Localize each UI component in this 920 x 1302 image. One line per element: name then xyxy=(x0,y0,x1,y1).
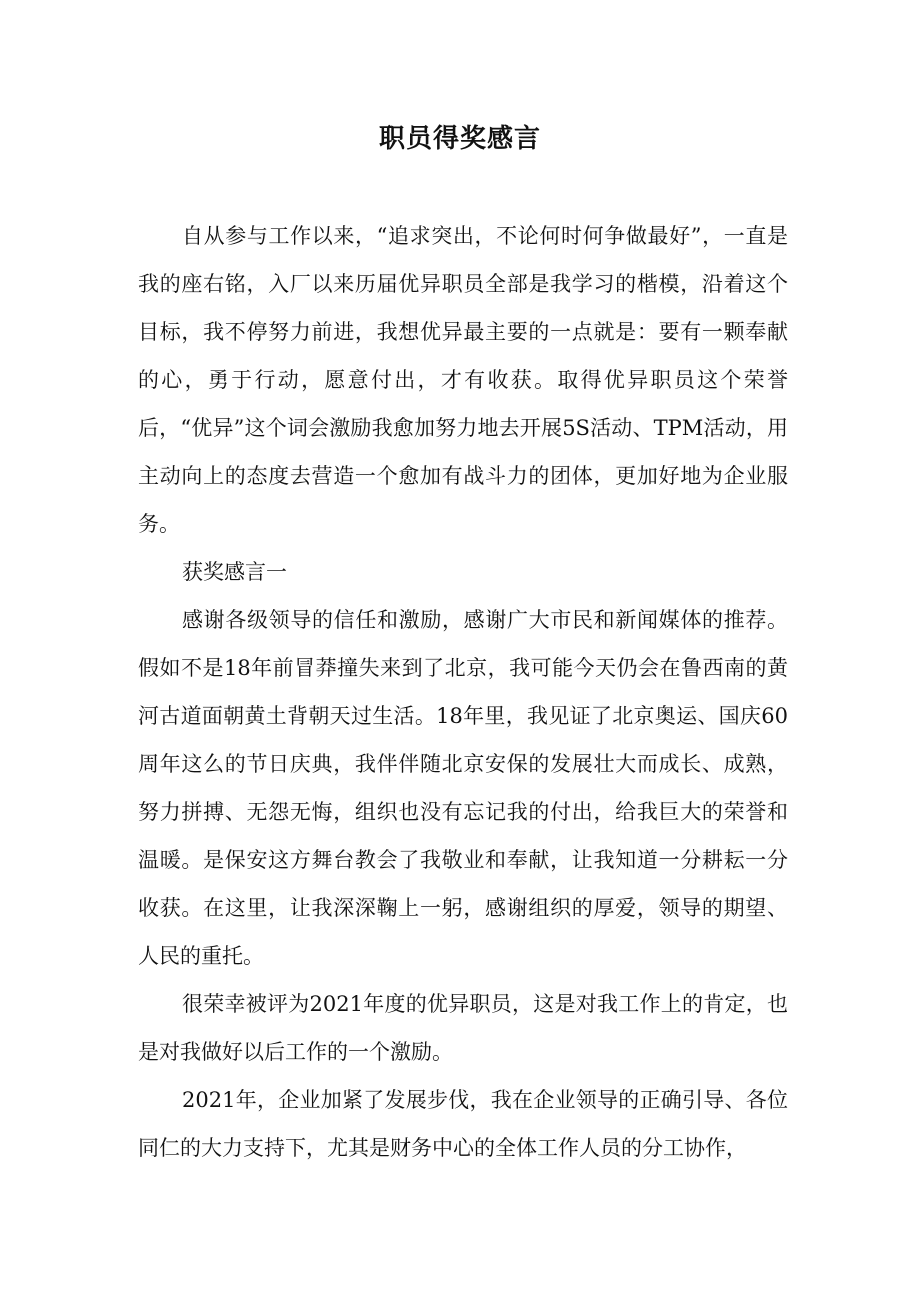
paragraph-thanks: 感谢各级领导的信任和激励，感谢广大市民和新闻媒体的推荐。假如不是18年前冒莽撞失来到了北京，我可能今天仍会在鲁西南的黄河古道面朝黄土背朝天过生活。18年里，我见证了北京奥运、国庆60周年这么的节日庆典，我伴伴随北京安保的发展壮大而成长、成熟，努力拼搏、无怨无悔，组织也没有忘记我的付出，给我巨大的荣誉和温暖。是保安这方舞台教会了我敬业和奉献，让我知道一分耕耘一分收获。在这里，让我深深鞠上一躬，感谢组织的厚爱，领导的期望、人民的重托。 xyxy=(138,608,788,968)
paragraph-honor: 很荣幸被评为2021年度的优异职员，这是对我工作上的肯定，也是对我做好以后工作的一个激励。 xyxy=(138,992,788,1064)
document-body xyxy=(138,212,788,1172)
paragraph-year-review: 2021年，企业加紧了发展步伐，我在企业领导的正确引导、各位同仁的大力支持下，尤其是财务中心的全体工作人员的分工协作， xyxy=(138,1088,788,1160)
paragraph-intro: 自从参与工作以来，“追求突出，不论何时何争做最好”，一直是我的座右铭，入厂以来历届优异职员全部是我学习的楷模，沿着这个目标，我不停努力前进，我想优异最主要的一点就是：要有一颗奉献的心，勇于行动，愿意付出，才有收获。取得优异职员这个荣誉后，“优异”这个词会激励我愈加努力地去开展5S活动、TPM活动，用主动向上的态度去营造一个愈加有战斗力的团体，更加好地为企业服务。 xyxy=(138,224,788,536)
document-title: 职员得奖感言 xyxy=(378,124,541,154)
section-heading-award-speech-one: 获奖感言一 xyxy=(182,560,287,584)
